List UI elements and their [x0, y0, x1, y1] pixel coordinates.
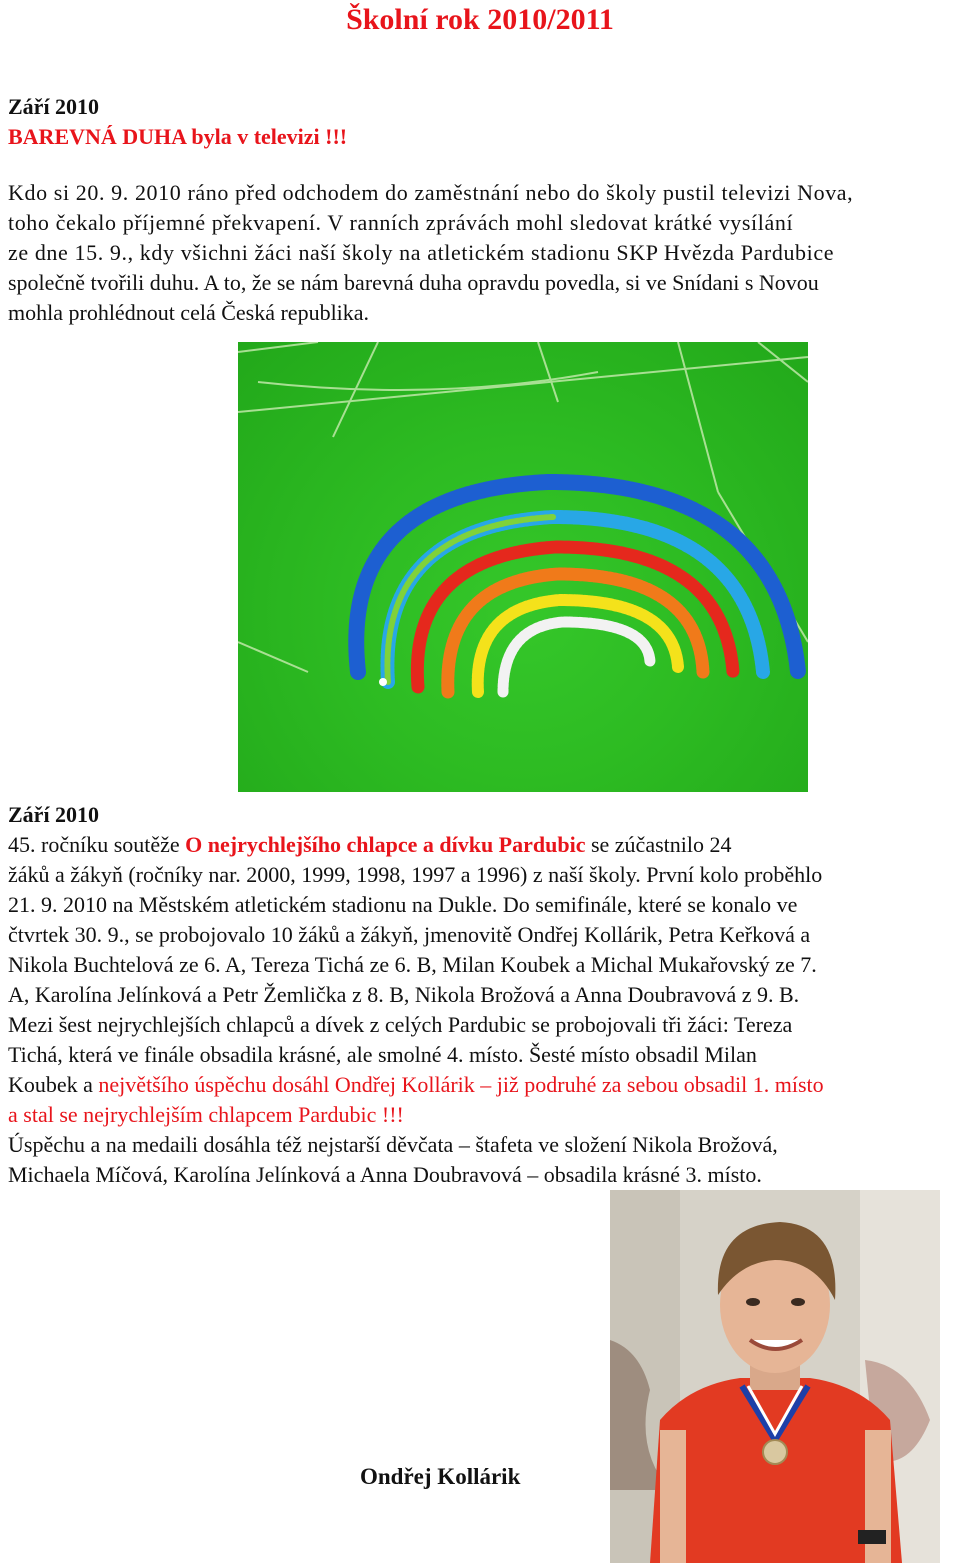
paragraph-line: Tichá, která ve finále obsadila krásné, ale smolné 4. místo. Šesté místo obsadil Milan: [8, 1042, 757, 1067]
page-title: Školní rok 2010/2011: [346, 3, 614, 36]
paragraph-line: společně tvořili duhu. A to, že se nám barevná duha opravdu povedla, si ve Snídani s Novou: [8, 270, 819, 295]
paragraph-line: Kdo si 20. 9. 2010 ráno před odchodem do zaměstnání nebo do školy pustil televizi Nova,: [8, 180, 854, 205]
paragraph-line: čtvrtek 30. 9., se probojovalo 10 žáků a žákyň, jmenovitě Ondřej Kollárik, Petra Keřková a: [8, 922, 811, 947]
paragraph-line: mohla prohlédnout celá Česká republika.: [8, 300, 370, 325]
paragraph-line: toho čekalo příjemné překvapení. V ranních zprávách mohl sledovat krátké vysílání: [8, 210, 794, 235]
paragraph-line: Michaela Míčová, Karolína Jelínková a Anna Doubravová – obsadila krásné 3. místo.: [8, 1162, 762, 1187]
highlight-text: největšího úspěchu dosáhl Ondřej Kollárik – již podruhé za sebou obsadil 1. místo: [98, 1072, 824, 1097]
intro-text: 45. ročníku soutěže: [8, 832, 186, 857]
paragraph-line: [8, 1070, 954, 1100]
section2-date: Září 2010: [8, 802, 100, 827]
intro-text-after: se zúčastnilo 24: [585, 832, 732, 857]
competition-name: O nejrychlejšího chlapce a dívku Pardubic: [185, 832, 586, 857]
section1-paragraph: [8, 178, 954, 328]
paragraph-line: ze dne 15. 9., kdy všichni žáci naší školy na atletickém stadionu SKP Hvězda Pardubice: [8, 240, 835, 265]
highlight-text: a stal se nejrychlejším chlapcem Pardubic !!!: [8, 1102, 404, 1127]
paragraph-line: [8, 830, 954, 860]
photo-caption: Ondřej Kollárik: [360, 1464, 521, 1489]
section1-headline: BAREVNÁ DUHA byla v televizi !!!: [8, 124, 348, 149]
paragraph-line: Nikola Buchtelová ze 6. A, Tereza Tichá ze 6. B, Milan Koubek a Michal Mukařovský ze 7.: [8, 952, 817, 977]
paragraph-line: A, Karolína Jelínková a Petr Žemlička z 8. B, Nikola Brožová a Anna Doubravová z 9. B.: [8, 982, 800, 1007]
section1-heading: [8, 92, 347, 152]
paragraph-line: Úspěchu a na medaili dosáhla též nejstarší děvčata – štafeta ve složení Nikola Brožová,: [8, 1132, 778, 1157]
koubek-text: Koubek a: [8, 1072, 99, 1097]
paragraph-line: Mezi šest nejrychlejších chlapců a dívek z celých Pardubic se probojovali tři žáci: Tereza: [8, 1012, 793, 1037]
ondrej-kollarik-photo: [610, 1190, 940, 1563]
section2-paragraph: [8, 830, 954, 1190]
section1-date: Září 2010: [8, 94, 100, 119]
paragraph-line: žáků a žákyň (ročníky nar. 2000, 1999, 1998, 1997 a 1996) z naší školy. První kolo proběhlo: [8, 862, 823, 887]
rainbow-stadium-photo: [238, 342, 808, 792]
paragraph-line: 21. 9. 2010 na Městském atletickém stadionu na Dukle. Do semifinále, které se konalo ve: [8, 892, 798, 917]
